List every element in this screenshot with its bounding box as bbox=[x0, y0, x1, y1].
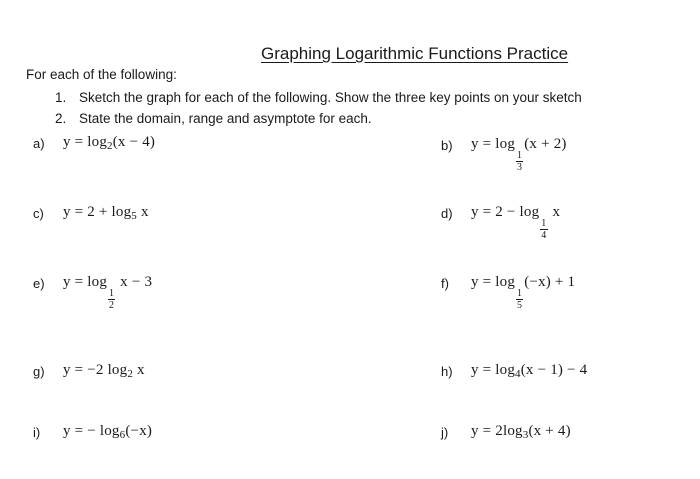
problem-label: j) bbox=[441, 425, 449, 440]
problem-equation: $y = \log_4(x - 1) - 4$ bbox=[471, 362, 588, 380]
problem-label: b) bbox=[441, 138, 453, 153]
problem-label: a) bbox=[33, 136, 45, 151]
instruction-text: Sketch the graph for each of the following. Show the three key points on your sketch bbox=[79, 90, 582, 105]
problem-label: e) bbox=[33, 276, 45, 291]
problem-equation: y = − $\log_6(-x)$ bbox=[63, 423, 153, 441]
instruction-number: 1. bbox=[55, 90, 67, 105]
problem-equation: $y = 2\log_3(x + 4)$ bbox=[471, 423, 571, 441]
problem-equation: y = −2 $\log_2 x$ bbox=[63, 362, 145, 380]
instruction-number: 2. bbox=[55, 111, 67, 126]
problem-label: f) bbox=[441, 276, 449, 291]
problem-label: g) bbox=[33, 364, 45, 379]
problem-equation: y = log $\frac{1}{5}$ (−x) + 1 bbox=[471, 274, 576, 311]
problem-equation: y = 2 − log $\frac{1}{4}$ x bbox=[471, 204, 561, 241]
intro-text: For each of the following: bbox=[26, 67, 177, 82]
problem-label: d) bbox=[441, 206, 453, 221]
page-title: Graphing Logarithmic Functions Practice bbox=[261, 44, 569, 63]
instruction-text: State the domain, range and asymptote for each. bbox=[79, 111, 372, 126]
problem-equation: $y = \log_2(x - 4)$ bbox=[63, 134, 156, 152]
problem-label: i) bbox=[33, 425, 41, 440]
problem-equation: $y = 2 + \log_5 x$ bbox=[63, 204, 149, 222]
problem-label: h) bbox=[441, 364, 453, 379]
problem-equation: y = log $\frac{1}{3}$ (x + 2) bbox=[471, 136, 567, 173]
problem-equation: y = log $\frac{1}{2}$ x − 3 bbox=[63, 274, 153, 311]
problem-label: c) bbox=[33, 206, 44, 221]
